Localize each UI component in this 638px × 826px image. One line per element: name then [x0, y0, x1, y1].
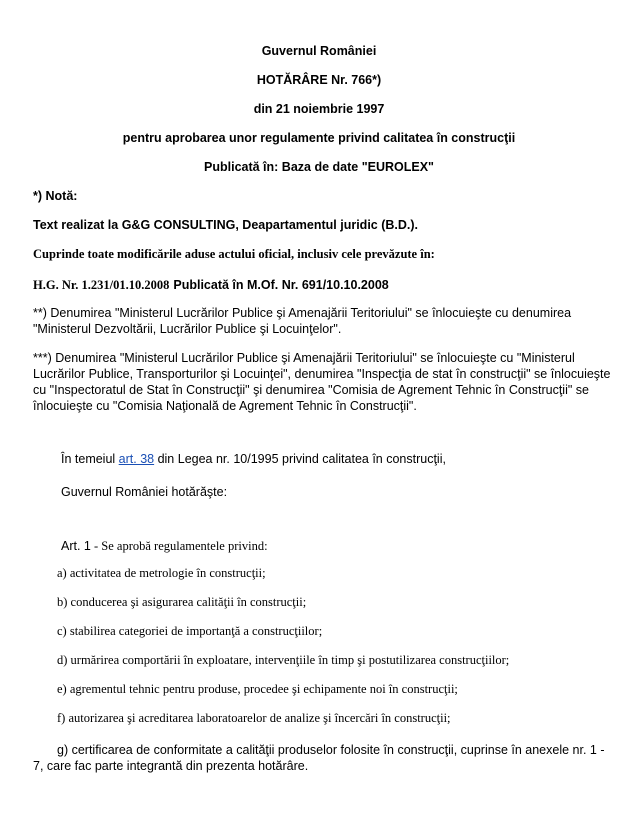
- note-label: *) Notă:: [33, 189, 78, 203]
- publication-source: Publicată în: Baza de date "EUROLEX": [204, 160, 434, 174]
- list-item: b) conducerea şi asigurarea calităţii în construcţii;: [57, 595, 307, 609]
- list-item: c) stabilirea categoriei de importanţă a construcţiilor;: [57, 624, 323, 638]
- list-item: d) urmărirea comportării în exploatare, intervenţiile în timp şi postutilizarea construcţiilor;: [57, 653, 510, 667]
- document-issuer: Guvernul României: [261, 44, 377, 58]
- article-1-text: - Se aprobă regulamentele privind:: [90, 539, 268, 553]
- modifications-note: Cuprinde toate modificările aduse actului oficial, inclusiv cele prevăzute în:: [33, 247, 435, 261]
- government-decides: Guvernul României hotărăşte:: [61, 485, 228, 499]
- note-double-asterisk: **) Denumirea "Ministerul Lucrărilor Publice şi Amenajării Teritoriului" se înlocuieşte cu denumirea "Ministerul Dezvoltării, Lucrărilor Publice şi Locuinţelor".: [33, 306, 572, 336]
- list-item: e) agrementul tehnic pentru produse, procedee şi echipamente noi în construcţii;: [57, 682, 458, 696]
- list-item: f) autorizarea şi acreditarea laboratoarelor de analize şi încercări în construcţii;: [57, 711, 451, 725]
- article-1: [61, 537, 268, 555]
- amendment-reference: [33, 276, 389, 294]
- legal-basis-prefix: În temeiul: [61, 452, 119, 466]
- list-item-g: g) certificarea de conformitate a calităţii produselor folosite în construcţii, cuprinse în anexele nr. 1 - 7, care fac parte integrantă din prezenta hotărâre.: [33, 743, 605, 773]
- amendment-number: H.G. Nr. 1.231/01.10.2008: [33, 278, 170, 292]
- document-subject: pentru aprobarea unor regulamente privind calitatea în construcţii: [122, 131, 516, 145]
- list-item: a) activitatea de metrologie în construcţii;: [57, 566, 266, 580]
- amendment-publication: Publicată în M.Of. Nr. 691/10.10.2008: [173, 278, 389, 292]
- legal-basis: [61, 452, 446, 466]
- note-triple-asterisk: ***) Denumirea "Ministerul Lucrărilor Publice şi Amenajării Teritoriului" se înlocuieşte cu "Ministerul Lucrărilor Publice, Transporturilor şi Locuinţei", denumirea "Inspecţia de stat în construcţii" se înlocuieşte cu "Inspectoratul de Stat în Construcţii" şi denumirea "Comisia de Agrement Tehnic în Construcţii" se înlocuieşte cu "Comisia Naţională de Agrement Tehnic în Construcţii".: [33, 351, 611, 413]
- article-38-link[interactable]: art. 38: [118, 452, 155, 466]
- document-title: HOTĂRÂRE Nr. 766*): [256, 73, 382, 87]
- text-author-note: Text realizat la G&G CONSULTING, Deapartamentul juridic (B.D.).: [33, 218, 419, 232]
- document-date: din 21 noiembrie 1997: [253, 102, 385, 116]
- article-1-label: Art. 1: [61, 539, 91, 553]
- legal-basis-suffix: din Legea nr. 10/1995 privind calitatea în construcţii,: [154, 452, 446, 466]
